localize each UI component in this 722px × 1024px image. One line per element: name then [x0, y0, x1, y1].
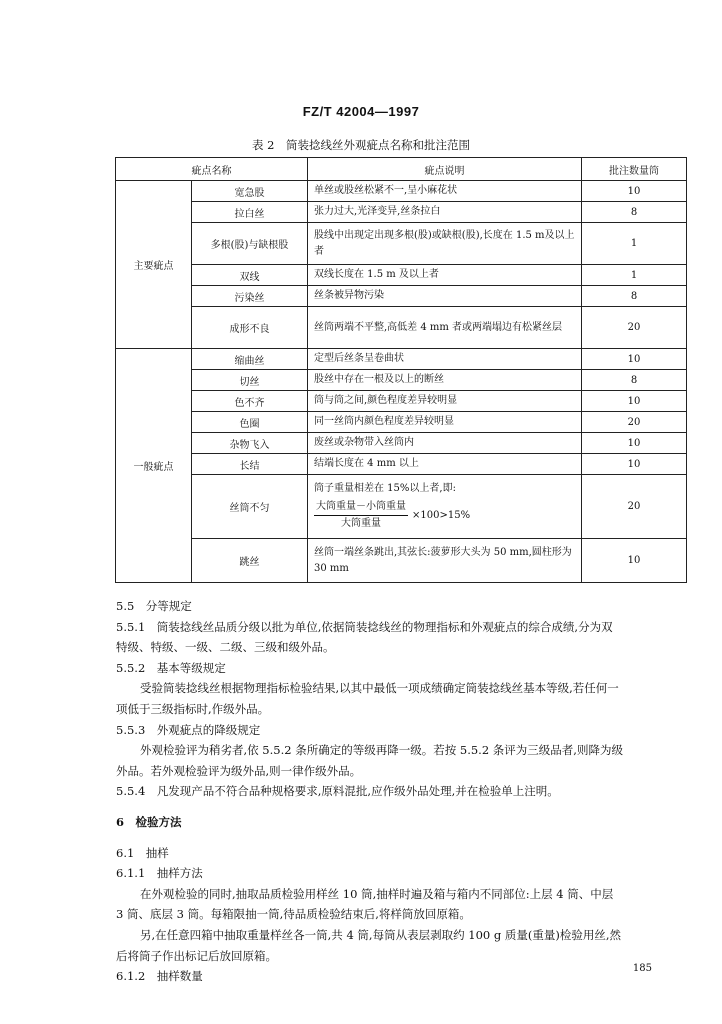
- defect-name: 缩曲丝: [192, 349, 308, 370]
- defect-limit: 1: [582, 265, 687, 286]
- defect-desc: 丝条被异物污染: [308, 286, 582, 307]
- paragraph-line: 外品。若外观检验评为级外品,则一律作级外品。: [116, 763, 362, 778]
- defect-desc: 单丝或股丝松紧不一,呈小麻花状: [308, 181, 582, 202]
- defect-desc: 废丝或杂物带入丝筒内: [308, 433, 582, 454]
- defect-name: 宽急股: [192, 181, 308, 202]
- standard-code-header: FZ/T 42004—1997: [302, 104, 420, 119]
- defect-name: 色不齐: [192, 391, 308, 412]
- defect-name: 双线: [192, 265, 308, 286]
- defect-limit: 1: [582, 223, 687, 265]
- defect-name: 污染丝: [192, 286, 308, 307]
- defect-limit: 10: [582, 539, 687, 583]
- defect-limit: 10: [582, 433, 687, 454]
- defect-name: 多根(股)与缺根股: [192, 223, 308, 265]
- defect-name: 拉白丝: [192, 202, 308, 223]
- table-caption: 表 2 筒装捻线丝外观疵点名称和批注范围: [252, 138, 470, 152]
- section-heading-6-1-1: 6.1.1 抽样方法: [116, 866, 203, 881]
- defect-limit: 20: [582, 412, 687, 433]
- section-heading-5-5-2: 5.5.2 基本等级规定: [116, 660, 226, 675]
- table-row: [116, 223, 687, 265]
- defect-desc: 定型后丝条呈卷曲状: [308, 349, 582, 370]
- table-row: [116, 307, 687, 349]
- section-heading-6-1-2: 6.1.2 抽样数量: [116, 969, 203, 984]
- table-row: [116, 286, 687, 307]
- defect-limit: 8: [582, 286, 687, 307]
- paragraph-line: 5.5.1 筒装捻线丝品质分级以批为单位,依据筒装捻线丝的物理指标和外观疵点的综合成绩,分为双: [116, 619, 613, 634]
- defect-desc: [308, 475, 582, 539]
- defect-limit: 8: [582, 370, 687, 391]
- table-row: [116, 181, 687, 202]
- defect-name: 跳丝: [192, 539, 308, 583]
- defect-desc: 筒与筒之间,颜色程度差异较明显: [308, 391, 582, 412]
- table-row: [116, 454, 687, 475]
- table-header-row: [116, 158, 687, 181]
- section-heading-6: 6 检验方法: [116, 814, 182, 829]
- defect-limit: 20: [582, 307, 687, 349]
- defects-table: [115, 157, 687, 583]
- header-limit: 批注数量筒: [582, 158, 687, 181]
- defect-limit: 20: [582, 475, 687, 539]
- defect-name: 色圈: [192, 412, 308, 433]
- defect-limit: 8: [582, 202, 687, 223]
- defect-desc: 股丝中存在一根及以上的断丝: [308, 370, 582, 391]
- paragraph-line: 受验筒装捻线丝根据物理指标检验结果,以其中最低一项成绩确定筒装捻线丝基本等级,若任何一: [140, 681, 619, 696]
- paragraph-line: 特级、特级、一级、二级、三级和级外品。: [116, 640, 335, 655]
- table-row: [116, 433, 687, 454]
- formula-rhs: ×100>15%: [412, 509, 471, 521]
- page-number: 185: [632, 963, 652, 974]
- formula-denominator: 大筒重量: [341, 518, 381, 529]
- defect-desc-text: 筒子重量相差在 15%以上者,即:: [314, 483, 456, 494]
- table-row: [116, 349, 687, 370]
- defect-desc: 双线长度在 1.5 m 及以上者: [308, 265, 582, 286]
- defect-name: 丝筒不匀: [192, 475, 308, 539]
- paragraph-line: 项低于三级指标时,作级外品。: [116, 701, 270, 716]
- section-heading-5-5: 5.5 分等规定: [116, 599, 192, 613]
- category-cell: 主要疵点: [116, 181, 192, 349]
- defect-limit: 10: [582, 454, 687, 475]
- section-heading-5-5-4: 5.5.4 凡发现产品不符合品种规格要求,原料混批,应作级外品处理,并在检验单上注明。: [116, 784, 559, 799]
- section-heading-5-5-3: 5.5.3 外观疵点的降级规定: [116, 722, 261, 737]
- paragraph-line: 在外观检验的同时,抽取品质检验用样丝 10 筒,抽样时遍及箱与箱内不同部位:上层 4 筒、中层: [140, 886, 614, 901]
- formula-fraction: [314, 499, 408, 532]
- defect-limit: 10: [582, 391, 687, 412]
- defect-desc: 同一丝筒内颜色程度差异较明显: [308, 412, 582, 433]
- defect-name: 长结: [192, 454, 308, 475]
- defect-desc: 丝筒两端不平整,高低差 4 mm 者或两端塌边有松紧丝层: [308, 307, 582, 349]
- body-text: [116, 596, 688, 987]
- header-defect-desc: 疵点说明: [308, 158, 582, 181]
- section-heading-6-1: 6.1 抽样: [116, 845, 169, 860]
- defect-name: 切丝: [192, 370, 308, 391]
- defect-desc: 股线中出现定出现多根(股)或缺根(股),长度在 1.5 m及以上者: [308, 223, 582, 265]
- table-row: [116, 265, 687, 286]
- defect-limit: 10: [582, 181, 687, 202]
- uniformity-formula: [314, 499, 575, 532]
- table-row: [116, 391, 687, 412]
- table-row: [116, 202, 687, 223]
- table-row: [116, 475, 687, 539]
- paragraph-line: 3 筒、底层 3 筒。每箱限抽一筒,待品质检验结束后,将样筒放回原箱。: [116, 907, 471, 922]
- header-defect-name: 疵点名称: [116, 158, 308, 181]
- defect-name: 杂物飞入: [192, 433, 308, 454]
- defect-desc: 结端长度在 4 mm 以上: [308, 454, 582, 475]
- defect-desc: 丝筒一端丝条跳出,其弦长:菠萝形大头为 50 mm,圆柱形为 30 mm: [308, 539, 582, 583]
- paragraph-line: 后将筒子作出标记后放回原箱。: [116, 948, 277, 963]
- table-row: [116, 539, 687, 583]
- table-row: [116, 370, 687, 391]
- paragraph-line: 另,在任意四箱中抽取重量样丝各一筒,共 4 筒,每筒从表层剥取约 100 g 质量(重量)检验用丝,然: [140, 927, 621, 942]
- defect-desc: 张力过大,光泽变异,丝条拉白: [308, 202, 582, 223]
- formula-numerator: 大筒重量－小筒重量: [314, 499, 408, 516]
- defect-limit: 10: [582, 349, 687, 370]
- category-cell: 一般疵点: [116, 349, 192, 583]
- defect-name: 成形不良: [192, 307, 308, 349]
- table-row: [116, 412, 687, 433]
- paragraph-line: 外观检验评为稍劣者,依 5.5.2 条所确定的等级再降一级。若按 5.5.2 条评为三级品者,则降为级: [140, 743, 623, 758]
